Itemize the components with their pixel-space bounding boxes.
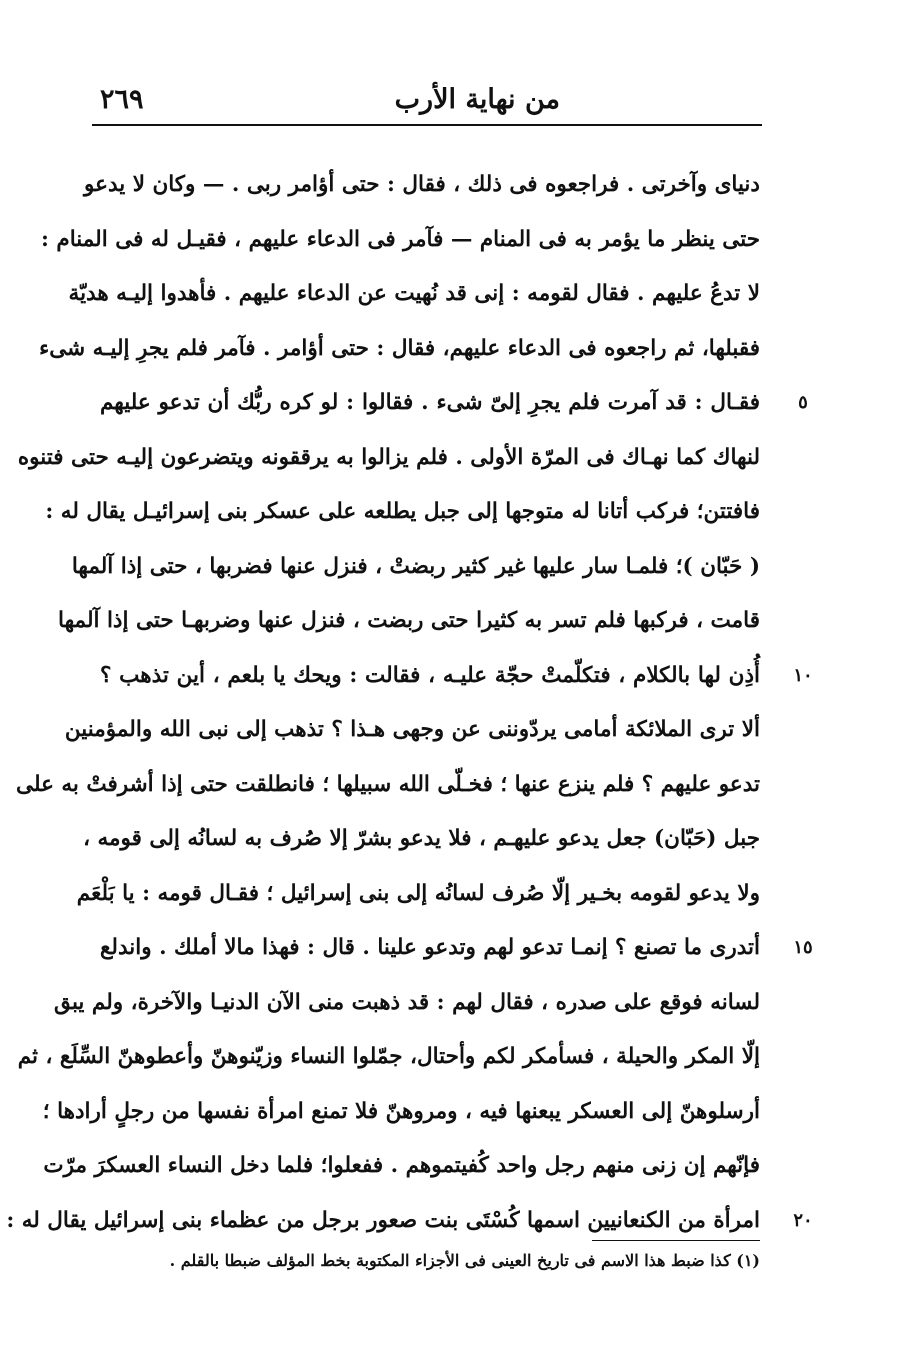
text-line: لسانه فوقع على صدره ، فقال لهم : قد ذهبت منى الآن الدنيـا والآخرة، ولم يبق — [54, 989, 760, 1015]
page-number: ٢٦٩ — [100, 84, 144, 115]
text-line: امرأة من الكنعانيين اسمها كُسْتَى بنت صعور برجل من عظماء بنى إسرائيل يقال له : — [6, 1207, 760, 1233]
text-line: ألا ترى الملائكة أمامى يردّوننى عن وجهى هـذا ؟ تذهب إلى نبى الله والمؤمنين — [64, 717, 760, 742]
text-line: إلّا المكر والحيلة ، فسأمكر لكم وأحتال، جمّلوا النساء وزيّنوهنّ وأعطوهنّ السِّلَع ، ثم — [17, 1044, 760, 1069]
running-title: من نهاية الأرب — [394, 84, 560, 115]
text-line: حتى ينظر ما يؤمر به فى المنام — فآمر فى الدعاء عليهم ، فقيـل له فى المنام : — [40, 226, 760, 252]
line-number: ٥ — [798, 392, 808, 413]
text-line: فافتتن؛ فركب أتانا له متوجها إلى جبل يطلعه على عسكر بنى إسرائيـل يقال له : — [45, 499, 760, 524]
page-header — [92, 78, 760, 122]
text-line: ( حَبّان )؛ فلمـا سار عليها غير كثير ربضتْ ، فنزل عنها فضربها ، حتى إذا آلمها — [71, 553, 760, 579]
text-line: أتدرى ما تصنع ؟ إنمـا تدعو لهم وتدعو علينا . قال : فهذا مالا أملك . واندلع — [99, 935, 760, 960]
text-line: فإنّهم إن زنى منهم رجل واحد كُفيتموهم . ففعلوا؛ فلما دخل النساء العسكرَ مرّت — [43, 1153, 760, 1178]
text-line: جبل (حَبّان) جعل يدعو عليهـم ، فلا يدعو بشرّ إلا صُرف به لسانُه إلى قومه ، — [83, 826, 760, 851]
text-line: فقـال : قد آمرت فلم يجرِ إلىّ شىء . فقالوا : لو كره ربُّك أن تدعو عليهم — [100, 390, 760, 415]
text-line: أُذِن لها بالكلام ، فتكلّمتْ حجّة عليـه ، فقالت : ويحك يا بلعم ، أين تذهب ؟ — [100, 662, 760, 688]
body-text — [6, 158, 760, 1248]
text-line: لا تدعُ عليهم . فقال لقومه : إنى قد نُهيت عن الدعاء عليهم . فأهدوا إليـه هديّة — [68, 281, 760, 306]
text-line: تدعو عليهم ؟ فلم ينزع عنها ؛ فخـلّى الله سبيلها ؛ فانطلقت حتى إذا أشرفتْ به على — [16, 771, 760, 797]
line-number: ١٥ — [793, 937, 813, 958]
line-number: ١٠ — [793, 664, 813, 686]
text-line: قامت ، فركبها فلم تسر به كثيرا حتى ربضت ، فنزل عنها وضربهـا حتى إذا آلمها — [58, 608, 760, 633]
text-line: ولا يدعو لقومه بخـير إلّا صُرف لسانُه إلى بنى إسرائيل ؛ فقـال قومه : يا بَلْعَم — [76, 880, 760, 906]
text-line: دنياى وآخرتى . فراجعوه فى ذلك ، فقال : حتى أؤامر ربى . — وكان لا يدعو — [84, 172, 760, 197]
text-line: لنهاك كما نهـاك فى المرّة الأولى . فلم يزالوا به يرققونه ويتضرعون إليـه حتى فتنوه — [17, 444, 760, 470]
text-line: أرسلوهنّ إلى العسكر يبعنها فيه ، ومروهنّ فلا تمنع امرأة نفسها من رجلٍ أرادها ؛ — [42, 1098, 760, 1124]
footnote-rule — [592, 1240, 760, 1241]
text-line: فقبلها، ثم راجعوه فى الدعاء عليهم، فقال : حتى أؤامر . فآمر فلم يجرِ إليـه شىء — [39, 335, 760, 361]
header-rule — [92, 124, 762, 126]
line-number: ٢٠ — [793, 1209, 813, 1231]
footnote: (١) كذا ضبط هذا الاسم فى تاريخ العينى فى الأجزاء المكتوبة بخط المؤلف ضبطا بالقلم . — [169, 1251, 760, 1270]
